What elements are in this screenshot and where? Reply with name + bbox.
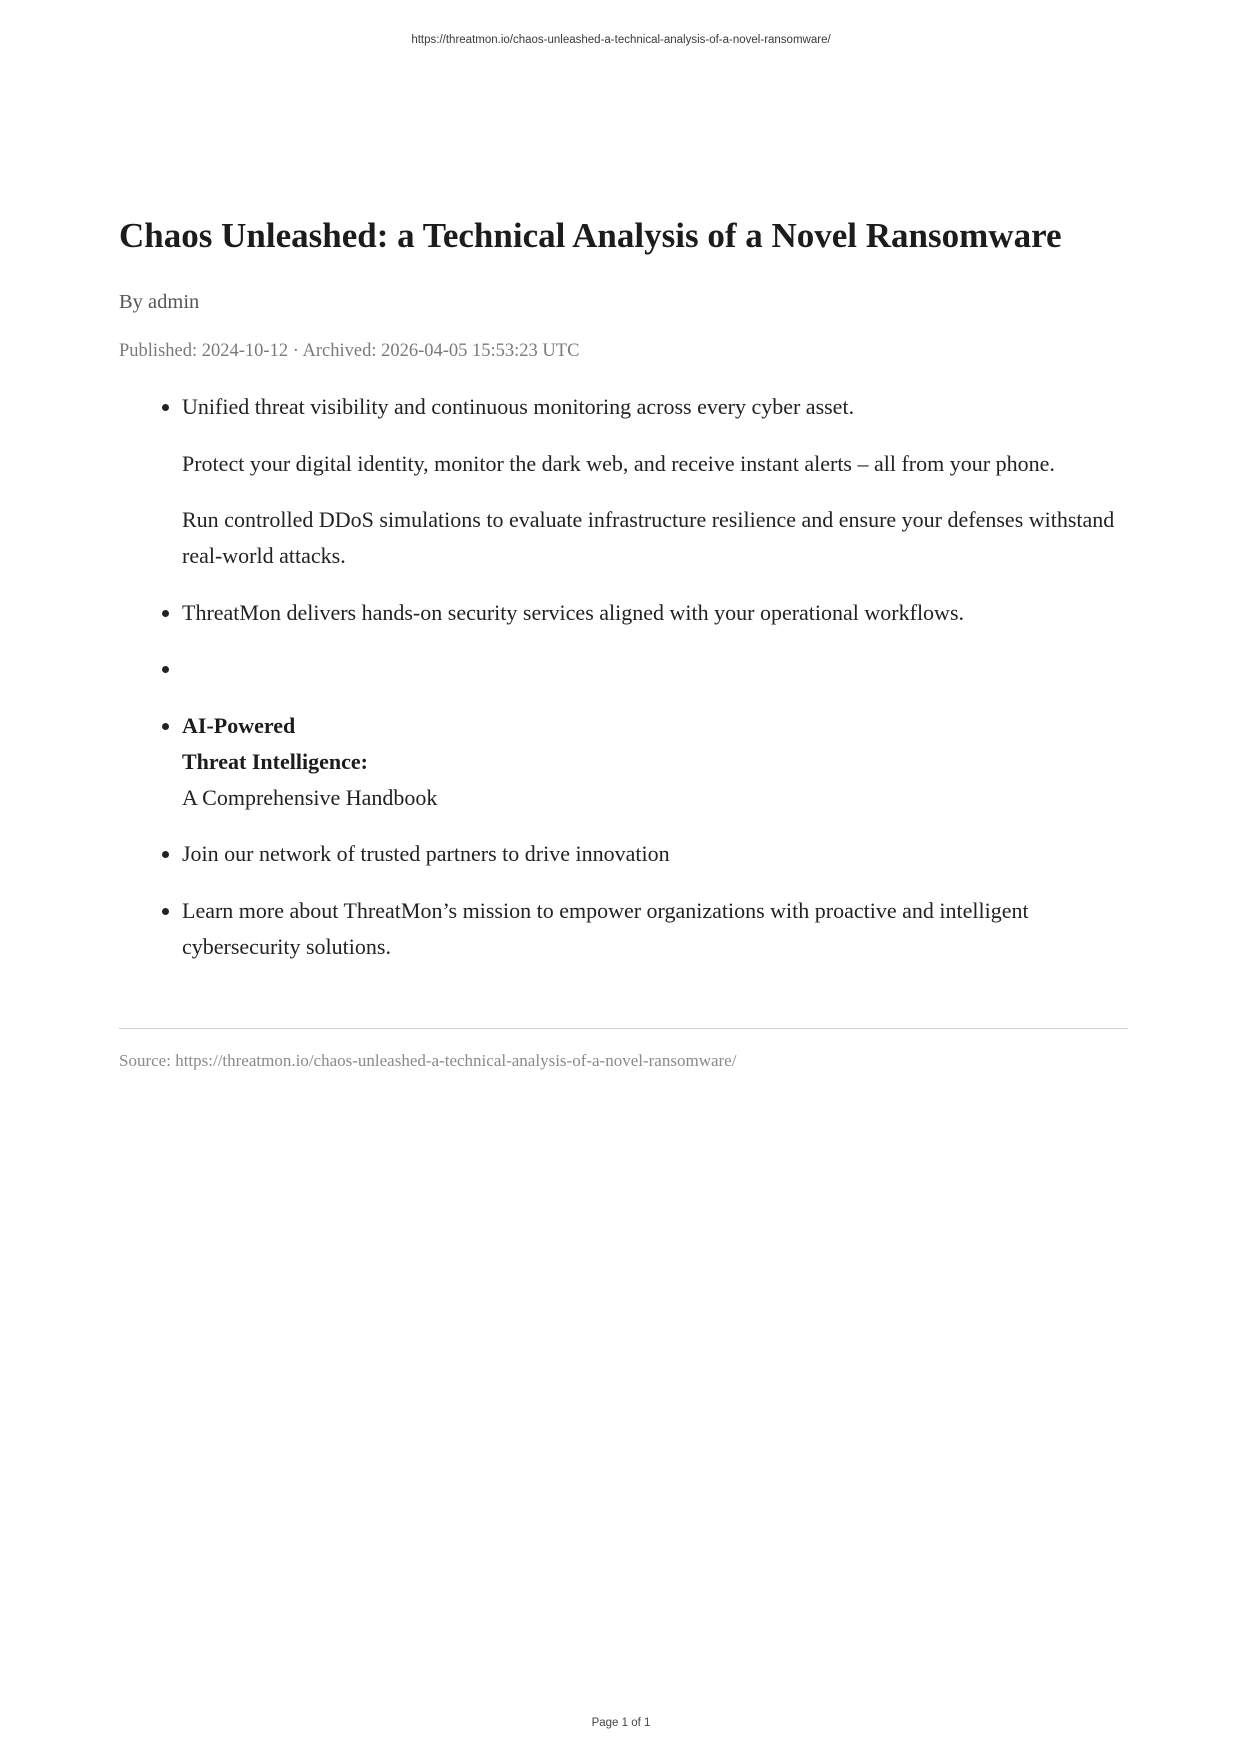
source-link[interactable]: https://threatmon.io/chaos-unleashed-a-technical-analysis-of-a-novel-ransomware/: [175, 1051, 737, 1070]
list-item-bold-heading: Threat Intelligence:: [182, 748, 368, 774]
list-item: [182, 389, 1128, 574]
page-number: Page 1 of 1: [591, 1717, 651, 1729]
byline: By admin: [119, 290, 200, 313]
meta-separator: ·: [292, 341, 299, 361]
list-item-bold-heading: • AI-Powered: [182, 712, 296, 738]
publication-meta: [119, 338, 1128, 364]
article-list: [119, 389, 1128, 965]
published-date: Published: 2024-10-12: [119, 341, 289, 361]
list-item-text: Protect your digital identity, monitor the dark web, and receive instant alerts – all from your phone.: [182, 450, 1055, 476]
list-item: [182, 893, 1128, 965]
list-item-text: • ThreatMon delivers hands-on security services aligned with your operational workflows.: [182, 599, 965, 625]
list-item: [182, 836, 1128, 872]
article-title: Chaos Unleashed: a Technical Analysis of a Novel Ransomware: [119, 216, 1062, 255]
article: [119, 215, 1128, 1073]
list-item-text: Run controlled DDoS simulations to evaluate infrastructure resilience and ensure your defenses withstand real-world attacks.: [182, 507, 1115, 568]
empty-list-item: [182, 651, 1128, 687]
list-item-text: • Unified threat visibility and continuous monitoring across every cyber asset.: [182, 394, 855, 419]
archived-date: Archived: 2026-04-05 15:53:23 UTC: [302, 341, 580, 361]
divider: [119, 1028, 1128, 1029]
list-item-text: • Join our network of trusted partners to drive innovation: [182, 841, 670, 866]
list-item: [182, 595, 1128, 631]
list-item-text: A Comprehensive Handbook: [182, 784, 438, 810]
source-line: [119, 1049, 1128, 1073]
list-item-text: • Learn more about ThreatMon’s mission to empower organizations with proactive and intelligent cybersecurity solutions.: [182, 897, 1029, 959]
print-header-url: https://threatmon.io/chaos-unleashed-a-technical-analysis-of-a-novel-ransomware/: [411, 34, 831, 46]
source-label: Source:: [119, 1051, 171, 1070]
list-item: [182, 708, 1128, 816]
